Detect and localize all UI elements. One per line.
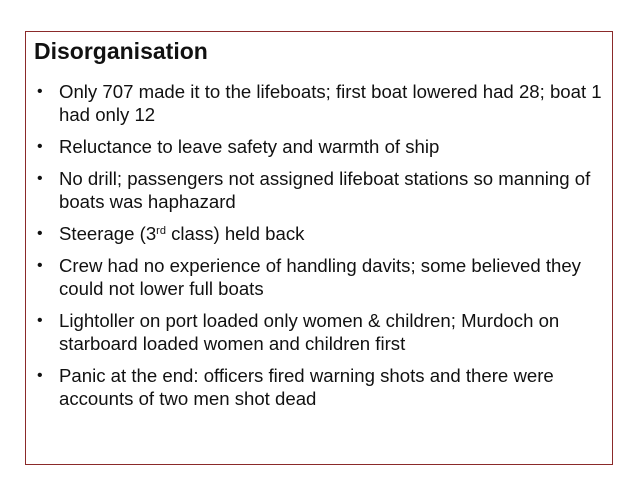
slide-frame [25,31,613,465]
bullet-item [26,309,606,355]
bullet-icon: • [37,225,43,242]
bullet-icon: • [37,257,43,274]
bullet-item [26,254,606,300]
bullet-text: Reluctance to leave safety and warmth of ship [59,136,440,157]
bullet-text: Lightoller on port loaded only women & children; Murdoch on starboard loaded women and children first [59,310,560,354]
ordinal-superscript: rd [156,225,166,237]
bullet-icon: • [37,170,43,187]
slide-title: Disorganisation [34,38,208,64]
bullet-item [26,222,606,245]
bullet-item [26,167,606,213]
bullet-text: Crew had no experience of handling davits; some believed they could not lower full boats [59,255,581,299]
bullet-text-after: class) held back [165,223,305,244]
bullet-icon: • [37,367,43,384]
bullet-item [26,364,606,410]
bullet-icon: • [37,312,43,329]
bullet-text: Panic at the end: officers fired warning shots and there were accounts of two men shot dead [59,365,554,409]
bullet-text-before: Steerage (3 [59,223,157,244]
bullet-text: Only 707 made it to the lifeboats; first boat lowered had 28; boat 1 had only 12 [59,81,602,125]
bullet-item [26,80,606,126]
bullet-icon: • [37,138,43,155]
bullet-text: No drill; passengers not assigned lifeboat stations so manning of boats was haphazard [59,168,591,212]
bullet-item [26,135,606,158]
bullet-icon: • [37,83,43,100]
bullet-list [26,80,606,419]
